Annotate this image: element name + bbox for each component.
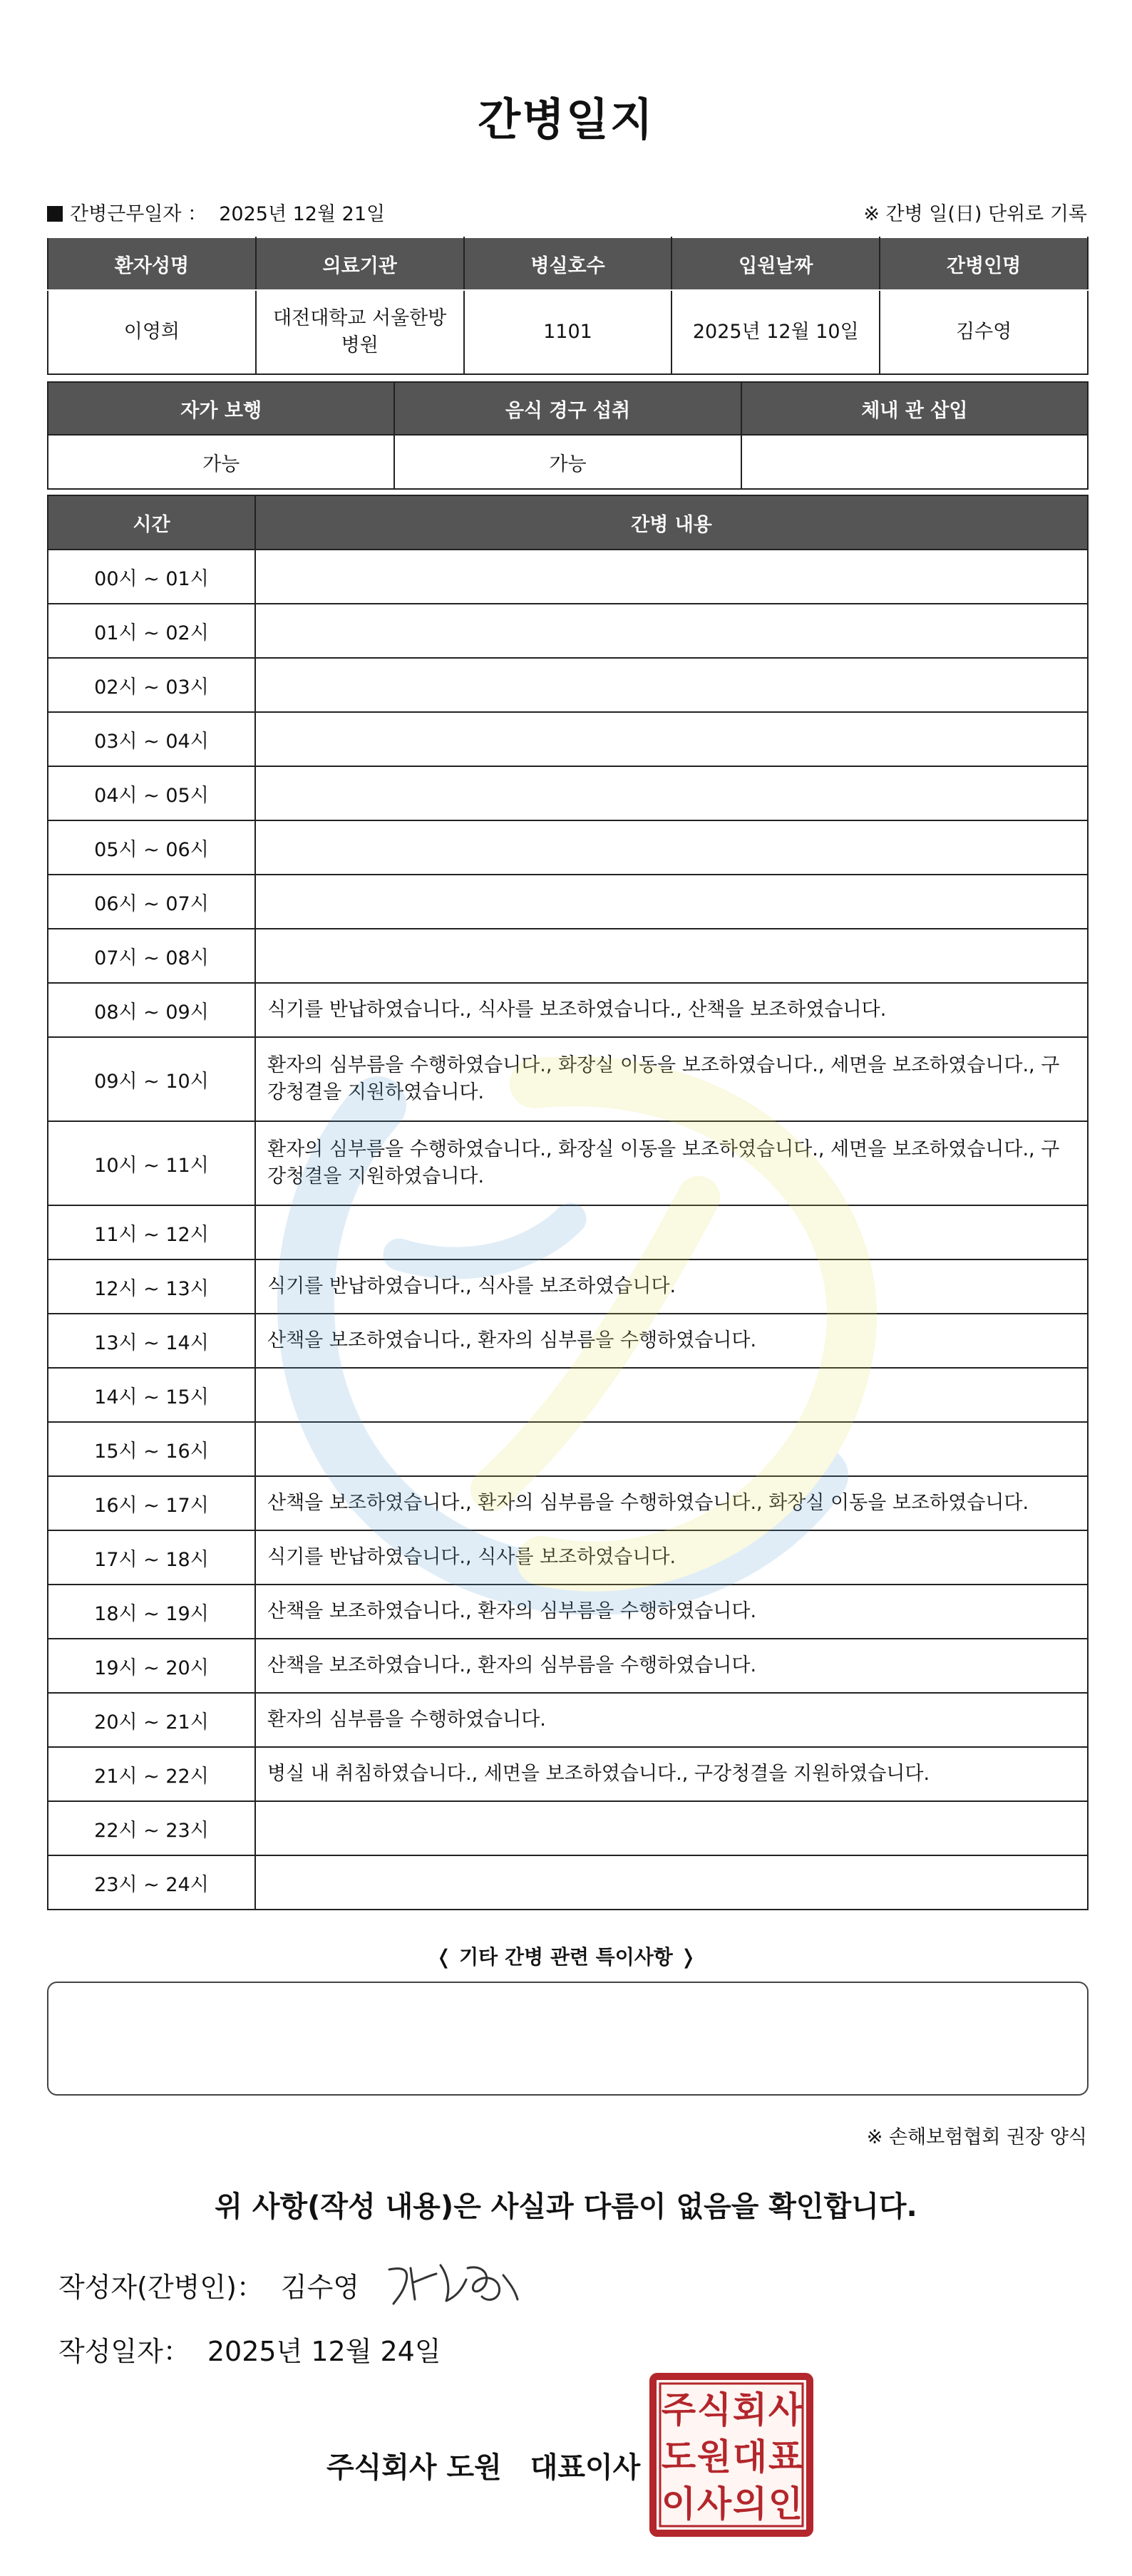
care-log-content [255, 712, 1088, 766]
writer-line [58, 2265, 359, 2304]
svg-text:표: 표 [768, 2436, 803, 2478]
header-caregiver-name: 간병인명 [880, 237, 1088, 290]
care-log-time: 00시 ~ 01시 [48, 550, 255, 604]
svg-text:사: 사 [696, 2483, 732, 2525]
care-log-content: 식기를 반납하였습니다., 식사를 보조하였습니다., 산책을 보조하였습니다. [255, 983, 1088, 1037]
svg-text:주: 주 [661, 2389, 696, 2431]
company-seal-icon [649, 2372, 814, 2538]
svg-text:식: 식 [696, 2389, 732, 2431]
svg-text:대: 대 [732, 2436, 768, 2478]
care-log-content [255, 1422, 1088, 1476]
care-log-content: 산책을 보조하였습니다., 환자의 심부름을 수행하였습니다. [255, 1314, 1088, 1368]
written-date-value: 2025년 12월 24일 [207, 2336, 441, 2367]
svg-text:원: 원 [696, 2436, 732, 2478]
care-log-row [48, 1476, 1088, 1530]
care-log-row [48, 983, 1088, 1037]
care-log-row [48, 712, 1088, 766]
care-log-time: 23시 ~ 24시 [48, 1855, 255, 1910]
care-log-row [48, 1639, 1088, 1693]
written-date-label: 작성일자： [58, 2336, 190, 2367]
svg-text:도: 도 [661, 2436, 696, 2478]
care-log-time: 10시 ~ 11시 [48, 1121, 255, 1205]
patient-info-header-row [48, 237, 1088, 290]
care-log-time: 12시 ~ 13시 [48, 1259, 255, 1314]
header-self-walking: 자가 보행 [48, 382, 394, 435]
patient-ability-table [47, 381, 1089, 490]
care-log-time: 14시 ~ 15시 [48, 1368, 255, 1422]
care-log-header-row [48, 495, 1088, 550]
svg-text:인: 인 [768, 2483, 803, 2525]
unit-note: ※ 간병 일(日) 단위로 기록 [863, 203, 1087, 225]
care-log-row [48, 1121, 1088, 1205]
care-log-time: 18시 ~ 19시 [48, 1585, 255, 1639]
care-log-time: 17시 ~ 18시 [48, 1530, 255, 1585]
care-log-time: 08시 ~ 09시 [48, 983, 255, 1037]
written-date-line [58, 2329, 441, 2369]
care-log-time: 07시 ~ 08시 [48, 929, 255, 983]
care-log-time: 13시 ~ 14시 [48, 1314, 255, 1368]
room-number: 1101 [464, 290, 672, 374]
care-log-content [255, 766, 1088, 820]
writer-label: 작성자(간병인)： [58, 2272, 264, 2303]
header-admission-date: 입원날짜 [672, 237, 880, 290]
care-log-row [48, 1205, 1088, 1259]
care-log-content [255, 1855, 1088, 1910]
header-time: 시간 [48, 495, 255, 550]
care-log-content: 환자의 심부름을 수행하였습니다. [255, 1693, 1088, 1747]
care-log-row [48, 1422, 1088, 1476]
work-date-value: 2025년 12월 21일 [219, 203, 386, 225]
care-log-time: 05시 ~ 06시 [48, 820, 255, 875]
oral-intake-value: 가능 [394, 435, 741, 489]
care-log-content [255, 929, 1088, 983]
care-log-time: 01시 ~ 02시 [48, 604, 255, 658]
ability-value-row [48, 435, 1088, 489]
care-log-content: 산책을 보조하였습니다., 환자의 심부름을 수행하였습니다., 화장실 이동을 보조하였습니다. [255, 1476, 1088, 1530]
patient-info-table [47, 237, 1089, 375]
work-date-line [47, 198, 385, 226]
care-log-row [48, 929, 1088, 983]
care-log-time: 03시 ~ 04시 [48, 712, 255, 766]
header-hospital: 의료기관 [256, 237, 464, 290]
care-log-time: 06시 ~ 07시 [48, 875, 255, 929]
care-log-time: 11시 ~ 12시 [48, 1205, 255, 1259]
care-log-row [48, 1314, 1088, 1368]
square-bullet-icon [47, 206, 63, 222]
recommend-note: ※ 손해보험협회 권장 양식 [866, 2126, 1087, 2148]
page-title: 간병일지 [478, 93, 654, 145]
care-log-content [255, 820, 1088, 875]
care-log-row [48, 766, 1088, 820]
admission-date: 2025년 12월 10일 [672, 290, 880, 374]
self-walking-value: 가능 [48, 435, 394, 489]
care-log-content [255, 658, 1088, 712]
company-representative: 대표이사 [530, 2451, 641, 2484]
care-log-row [48, 1530, 1088, 1585]
work-date-label: 간병근무일자 ： [70, 203, 207, 225]
care-log-row [48, 658, 1088, 712]
patient-info-value-row [48, 290, 1088, 374]
remarks-title: ❬ 기타 간병 관련 특이사항 ❭ [435, 1945, 697, 1969]
care-log-row [48, 1747, 1088, 1801]
header-care-content: 간병 내용 [255, 495, 1088, 550]
care-log-time: 20시 ~ 21시 [48, 1693, 255, 1747]
care-log-time: 22시 ~ 23시 [48, 1801, 255, 1855]
care-log-content: 병실 내 취침하였습니다., 세면을 보조하였습니다., 구강청결을 지원하였습니다. [255, 1747, 1088, 1801]
care-log-row [48, 820, 1088, 875]
care-log-row [48, 1801, 1088, 1855]
svg-text:의: 의 [732, 2483, 768, 2525]
care-log-time: 04시 ~ 05시 [48, 766, 255, 820]
ability-header-row [48, 382, 1088, 435]
care-log-row [48, 1693, 1088, 1747]
writer-name: 김수영 [280, 2272, 360, 2303]
care-log-content: 환자의 심부름을 수행하였습니다., 화장실 이동을 보조하였습니다., 세면을 보조하였습니다., 구강청결을 지원하였습니다. [255, 1121, 1088, 1205]
care-log-row [48, 1037, 1088, 1121]
signature-icon [382, 2254, 525, 2311]
svg-text:사: 사 [768, 2389, 803, 2431]
care-log-content [255, 875, 1088, 929]
header-tube-insertion: 체내 관 삽입 [741, 382, 1088, 435]
care-log-table [47, 495, 1089, 1910]
care-log-row [48, 604, 1088, 658]
caregiver-name: 김수영 [880, 290, 1088, 374]
tube-insertion-value [741, 435, 1088, 489]
care-log-content: 환자의 심부름을 수행하였습니다., 화장실 이동을 보조하였습니다., 세면을 보조하였습니다., 구강청결을 지원하였습니다. [255, 1037, 1088, 1121]
care-log-row [48, 1368, 1088, 1422]
svg-text:이: 이 [661, 2483, 696, 2525]
company-name: 주식회사 도원 [326, 2451, 502, 2484]
care-log-time: 02시 ~ 03시 [48, 658, 255, 712]
header-room: 병실호수 [464, 237, 672, 290]
svg-text:회: 회 [732, 2389, 768, 2431]
care-log-content [255, 550, 1088, 604]
care-log-time: 15시 ~ 16시 [48, 1422, 255, 1476]
care-log-row [48, 875, 1088, 929]
care-log-content: 식기를 반납하였습니다., 식사를 보조하였습니다. [255, 1259, 1088, 1314]
remarks-box [47, 1982, 1089, 2096]
company-line [326, 2445, 640, 2485]
confirm-statement: 위 사항(작성 내용)은 사실과 다름이 없음을 확인합니다. [215, 2190, 917, 2223]
care-log-content [255, 1205, 1088, 1259]
patient-name: 이영희 [48, 290, 256, 374]
care-log-time: 09시 ~ 10시 [48, 1037, 255, 1121]
hospital-name: 대전대학교 서울한방병원 [256, 290, 464, 374]
care-log-time: 19시 ~ 20시 [48, 1639, 255, 1693]
care-log-row [48, 550, 1088, 604]
care-log-body [48, 550, 1088, 1910]
care-log-content [255, 1801, 1088, 1855]
care-log-content: 산책을 보조하였습니다., 환자의 심부름을 수행하였습니다. [255, 1639, 1088, 1693]
header-oral-intake: 음식 경구 섭취 [394, 382, 741, 435]
care-log-time: 16시 ~ 17시 [48, 1476, 255, 1530]
care-log-row [48, 1585, 1088, 1639]
care-log-content [255, 1368, 1088, 1422]
care-log-row [48, 1259, 1088, 1314]
care-log-content: 식기를 반납하였습니다., 식사를 보조하였습니다. [255, 1530, 1088, 1585]
care-log-row [48, 1855, 1088, 1910]
header-patient-name: 환자성명 [48, 237, 256, 290]
care-log-content [255, 604, 1088, 658]
care-log-time: 21시 ~ 22시 [48, 1747, 255, 1801]
care-log-content: 산책을 보조하였습니다., 환자의 심부름을 수행하였습니다. [255, 1585, 1088, 1639]
